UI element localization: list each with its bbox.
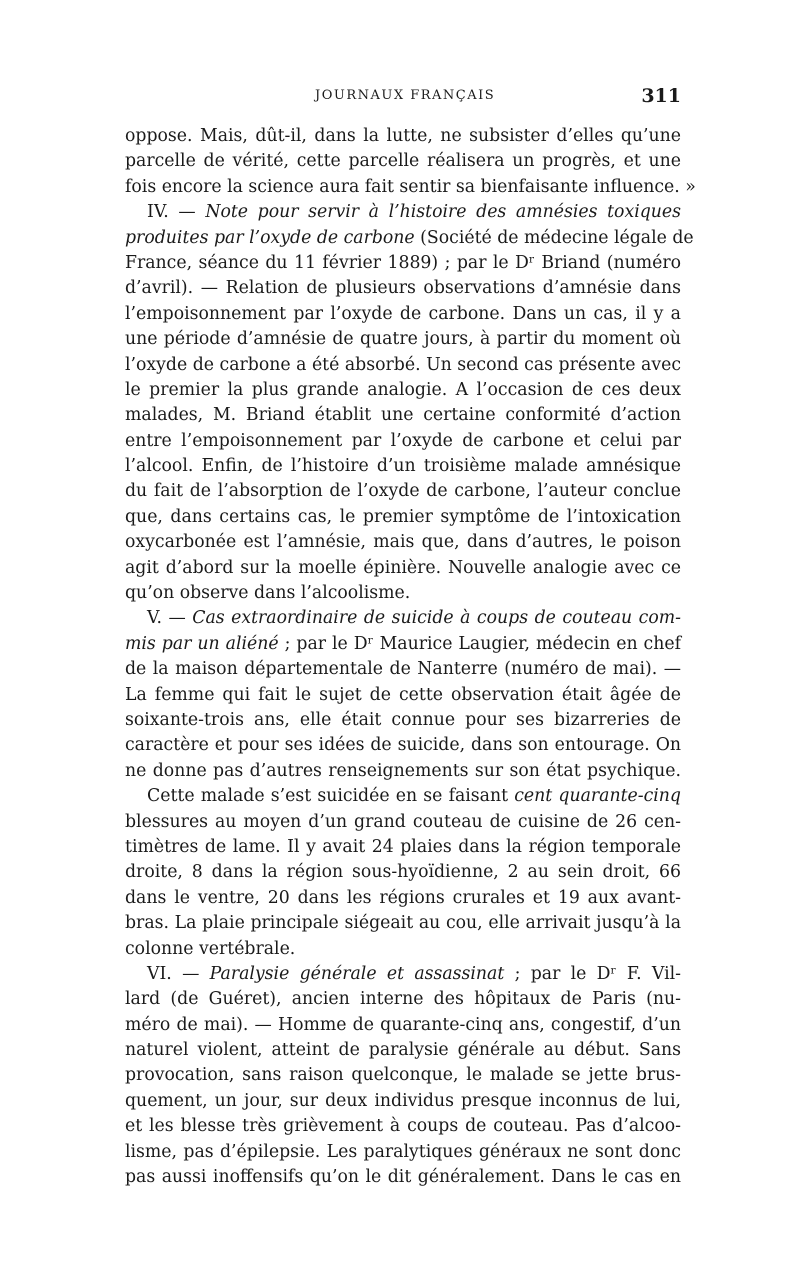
text-line: timètres de lame. Il y avait 24 plaies dans la région temporale [125,836,681,857]
text-line: lisme, pas d’épilepsie. Les paralytiques généraux ne sont donc [125,1141,681,1162]
text-line: pas aussi inoffensifs qu’on le dit généralement. Dans le cas en [125,1167,681,1188]
text-line: V. — Cas extraordinaire de suicide à coups de couteau com- [147,608,681,629]
page-header [125,85,681,112]
text-line: colonne vertébrale. [125,938,296,959]
text-line: que, dans certains cas, le premier symptôme de l’intoxication [125,506,681,527]
text-line: blessures au moyen d’un grand couteau de cuisine de 26 cen- [125,811,681,832]
running-title: JOURNAUX FRANÇAIS [315,88,496,103]
text-line: l’alcool. Enfin, de l’histoire d’un troisième malade amnésique [125,456,681,477]
body-text [125,124,696,1190]
text-line: caractère et pour ses idées de suicide, dans son entourage. On [125,735,681,756]
text-line: l’oxyde de carbone a été absorbé. Un second cas présente avec [125,354,681,375]
text-line: oxycarbonée est l’amnésie, mais que, dans d’autres, le poison [125,532,681,553]
text-line: bras. La plaie principale siégeait au cou, elle arrivait jusqu’à la [125,913,681,934]
text-line: oppose. Mais, dût-il, dans la lutte, ne subsister d’elles qu’une [125,126,681,146]
page-number: 311 [641,85,681,107]
text-line: IV. — Note pour servir à l’histoire des amnésies toxiques [147,202,682,223]
text-line: dans le ventre, 20 dans les régions crurales et 19 aux avant- [125,887,681,908]
text-line: mis par un aliéné ; par le Dʳ Maurice Laugier, médecin en chef [125,633,681,654]
text-line: provocation, sans raison quelconque, le malade se jette brus- [125,1065,681,1086]
text-line: VI. — Paralysie générale et assassinat ; par le Dʳ F. Vil- [147,963,681,984]
text-line: ne donne pas d’autres renseignements sur son état psychique. [125,760,681,781]
text-line: du fait de l’absorption de l’oxyde de carbone, l’auteur conclue [125,481,681,502]
text-line: La femme qui fait le sujet de cette observation était âgée de [125,684,681,705]
text-line: lard (de Guéret), ancien interne des hôpitaux de Paris (nu- [125,989,681,1010]
text-line: naturel violent, atteint de paralysie générale au début. Sans [125,1040,681,1061]
text-line: soixante-trois ans, elle était connue pour ses bizarreries de [125,709,681,730]
text-line: entre l’empoisonnement par l’oxyde de carbone et celui par [125,430,681,451]
text-line: quement, un jour, sur deux individus presque inconnus de lui, [125,1090,681,1111]
text-line: fois encore la science aura fait sentir sa bienfaisante influence. » [125,176,696,197]
text-line: France, séance du 11 février 1889) ; par le Dʳ Briand (numéro [125,252,681,273]
text-line: et les blesse très grièvement à coups de couteau. Pas d’alcoo- [125,1116,681,1137]
text-line: qu’on observe dans l’alcoolisme. [125,583,411,604]
text-line: parcelle de vérité, cette parcelle réalisera un progrès, et une [125,151,681,172]
text-line: le premier la plus grande analogie. A l’occasion de ces deux [125,379,681,400]
text-line: malades, M. Briand établit une certaine conformité d’action [125,405,681,426]
text-line: de la maison départementale de Nanterre (numéro de mai). — [125,659,681,680]
text-line: agit d’abord sur la moelle épinière. Nouvelle analogie avec ce [125,557,681,578]
text-line: Cette malade s’est suicidée en se faisant cent quarante-cinq [147,786,681,807]
text-line: d’avril). — Relation de plusieurs observations d’amnésie dans [125,278,681,299]
text-line: l’empoisonnement par l’oxyde de carbone. Dans un cas, il y a [125,303,681,324]
text-line: une période d’amnésie de quatre jours, à partir du moment où [125,329,681,350]
text-line: droite, 8 dans la région sous-hyoïdienne, 2 au sein droit, 66 [125,862,681,883]
text-line: produites par l’oxyde de carbone (Société de médecine légale de [125,227,694,248]
text-line: méro de mai). — Homme de quarante-cinq ans, congestif, d’un [125,1014,681,1035]
